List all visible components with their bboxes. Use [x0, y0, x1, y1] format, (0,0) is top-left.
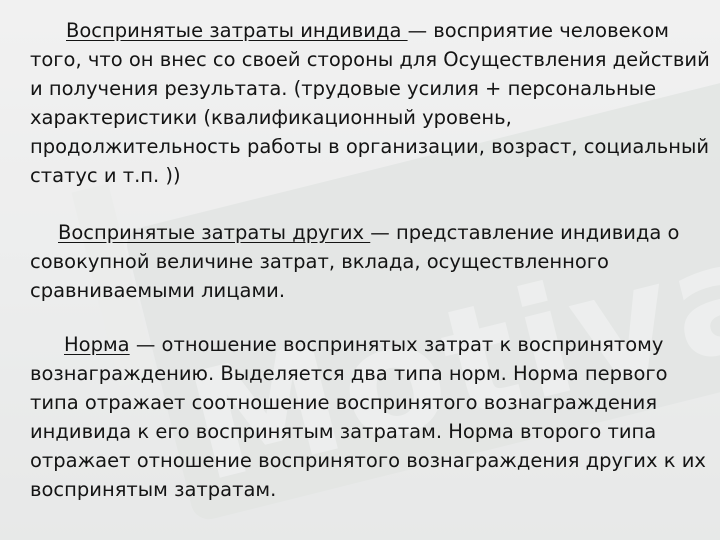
definition-perceived-costs-others: — представление индивида о совокупной величине затрат, вклада, осуществленного сравниваемыми лицами.: [30, 221, 680, 302]
term-perceived-costs-individual: Воспринятые затраты индивида: [66, 19, 408, 42]
definition-norm: — отношение воспринятых затрат к воспринятому вознаграждению. Выделяется два типа норм. Норма первого типа отражает соотношение воспринятого вознаграждения индивида к его воспринятым затратам. Норма второго типа отражает отношение воспринятого вознаграждения других к их воспринятым затратам.: [30, 333, 706, 501]
paragraph-perceived-costs-others: [30, 218, 710, 305]
definition-perceived-costs-individual: — восприятие человеком того, что он внес со своей стороны для Осуществления действий и получения результата. (трудовые усилия + персональные характеристики (квалификационный уровень, продолжительность работы в организации, возраст, социальный статус и т.п. )): [30, 19, 710, 187]
paragraph-perceived-costs-individual: [30, 16, 710, 190]
term-norm: Норма: [64, 333, 130, 356]
term-perceived-costs-others: Воспринятые затраты других: [58, 221, 371, 244]
paragraph-norm: [30, 330, 710, 504]
